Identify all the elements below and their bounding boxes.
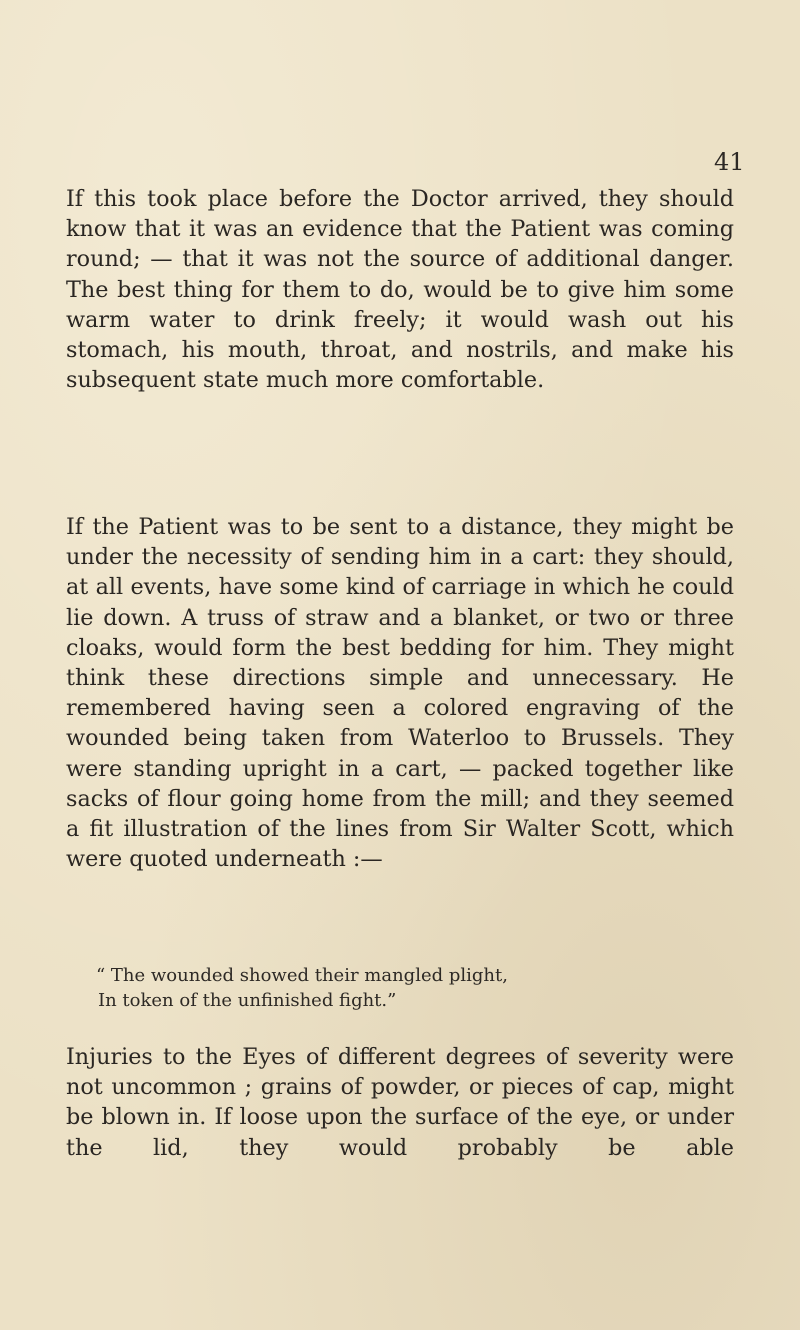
paragraph-eye-injuries <box>66 1042 734 1163</box>
paragraph-doctor-arrival <box>66 184 734 395</box>
paragraph-text: Injuries to the Eyes of different degrees of severity were not uncommon ; grains of powder, or pieces of cap, might be blown in. If loose upon the surface of the eye, or under the lid, they would probably be able <box>66 1044 734 1161</box>
paragraph-text: If this took place before the Doctor arrived, they should know that it was an evidence that the Patient was coming round; — that it was not the source of additional danger. The best thing for them to do, would be to give him some warm water to drink freely; it would wash out his stomach, his mouth, throat, and nostrils, and make his subsequent state much more comfortable. <box>66 186 734 394</box>
paragraph-patient-transport <box>66 512 734 874</box>
page-number: 41 <box>714 148 745 176</box>
quote-line: In token of the unfinished fight.” <box>98 989 397 1011</box>
verse-quotation <box>96 964 736 1013</box>
paragraph-text: If the Patient was to be sent to a distance, they might be under the necessity of sending him in a cart: they should, at all events, have some kind of carriage in which he could lie down. A truss of straw and a blanket, or two or three cloaks, would form the best bedding for him. They might think these directions simple and unnecessary. He remembered having seen a colored engraving of the wounded being taken from Waterloo to Brussels. They were standing upright in a cart, — packed together like sacks of flour going home from the mill; and they seemed a fit illustration of the lines from Sir Walter Scott, which were quoted underneath :— <box>66 514 734 873</box>
quote-line: “ The wounded showed their mangled plight, <box>96 965 508 986</box>
